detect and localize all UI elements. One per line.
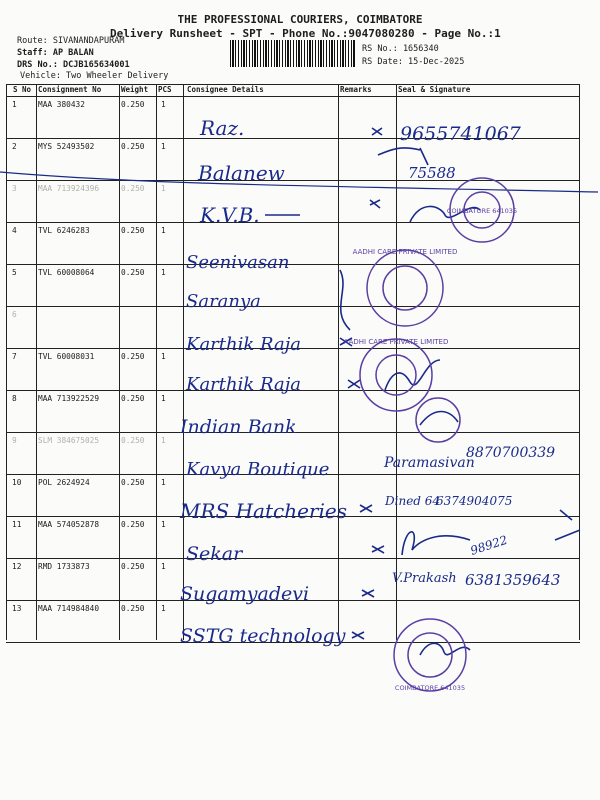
hw-seal-1: 9655741067 bbox=[400, 123, 521, 145]
table-row-line bbox=[6, 306, 580, 307]
table-row-line bbox=[6, 180, 580, 181]
table-col-line bbox=[156, 84, 157, 640]
hw-consignee-10: Kavya Boutique bbox=[186, 459, 330, 480]
hw-seal-2: 75588 bbox=[408, 164, 456, 182]
cell-consignment: RMD 1733873 bbox=[38, 562, 90, 571]
cell-weight: 0.250 bbox=[121, 226, 145, 235]
signature-14 bbox=[420, 643, 470, 655]
hw-consignee-13: Sugamyadevi bbox=[180, 583, 310, 605]
hw-consignee-3: K.V.B. bbox=[200, 203, 260, 227]
table-col-line bbox=[183, 84, 184, 640]
cell-pcs: 1 bbox=[161, 184, 166, 193]
stamp-5-text: COIMBATORE 641035 bbox=[394, 684, 466, 692]
cell-sno: 1 bbox=[12, 100, 17, 109]
cell-weight: 0.250 bbox=[121, 478, 145, 487]
cell-pcs: 1 bbox=[161, 478, 166, 487]
table-row-line bbox=[6, 264, 580, 265]
stamp-1-text: AADHI CARE PRIVATE LIMITED bbox=[352, 248, 458, 256]
cell-consignment: POL 2624924 bbox=[38, 478, 90, 487]
cell-sno: 13 bbox=[12, 604, 22, 613]
cell-sno: 11 bbox=[12, 520, 22, 529]
hw-consignee-11: MRS Hatcheries bbox=[180, 499, 347, 523]
cell-consignment: TVL 60008031 bbox=[38, 352, 95, 361]
cell-consignment: MAA 713922529 bbox=[38, 394, 100, 403]
cell-sno: 12 bbox=[12, 562, 22, 571]
table-row-line bbox=[6, 348, 580, 349]
cell-consignment: MAA 713924396 bbox=[38, 184, 100, 193]
table-row-line bbox=[6, 84, 580, 85]
cell-weight: 0.250 bbox=[121, 352, 145, 361]
table-col-line bbox=[396, 84, 397, 640]
table-row-line bbox=[6, 642, 580, 643]
runsheet-title: THE PROFESSIONAL COURIERS, COIMBATORE bbox=[177, 13, 423, 26]
cell-consignment: MAA 574052878 bbox=[38, 520, 100, 529]
runsheet-table bbox=[6, 84, 580, 640]
cell-weight: 0.250 bbox=[121, 100, 145, 109]
cell-sno: 3 bbox=[12, 184, 17, 193]
cell-pcs: 1 bbox=[161, 352, 166, 361]
table-row-line bbox=[6, 222, 580, 223]
cell-consignment: SLM 384675025 bbox=[38, 436, 100, 445]
table-row-line bbox=[6, 138, 580, 139]
col-header-seal: Seal & Signature bbox=[398, 85, 471, 94]
cell-pcs: 1 bbox=[161, 226, 166, 235]
stamp-2-text: COIMBATORE 641035 bbox=[446, 207, 518, 215]
cell-consignment: MAA 380432 bbox=[38, 100, 85, 109]
table-row-line bbox=[6, 474, 580, 475]
table-row-line bbox=[6, 390, 580, 391]
cell-weight: 0.250 bbox=[121, 142, 145, 151]
cell-consignment: TVL 6246283 bbox=[38, 226, 90, 235]
hw-consignee-8: Karthik Raja bbox=[186, 374, 302, 395]
table-col-line bbox=[119, 84, 120, 640]
hw-consignee-5: Seenivasan bbox=[186, 252, 290, 273]
cell-pcs: 1 bbox=[161, 268, 166, 277]
hw-seal-13a: V.Prakash bbox=[392, 571, 457, 586]
cell-weight: 0.250 bbox=[121, 520, 145, 529]
table-row-line bbox=[6, 516, 580, 517]
hw-consignee-12: Sekar bbox=[186, 543, 243, 565]
hw-consignee-2: Balanew bbox=[198, 161, 285, 185]
table-row-line bbox=[6, 96, 580, 97]
hw-seal-12: 6381359643 bbox=[465, 571, 561, 589]
hw-consignee-6: Saranya bbox=[186, 291, 261, 312]
rs-date: RS Date: 15-Dec-2025 bbox=[362, 57, 465, 67]
cell-sno: 6 bbox=[12, 310, 17, 319]
staff-label: Staff: AP BALAN bbox=[17, 48, 94, 58]
drs-number: DRS No.: DCJB165634001 bbox=[17, 60, 130, 70]
cell-pcs: 1 bbox=[161, 100, 166, 109]
cell-sno: 2 bbox=[12, 142, 17, 151]
hw-consignee-14: SSTG technology bbox=[180, 625, 346, 647]
hw-seal-10: Paramasivan bbox=[384, 455, 475, 471]
col-header-weight: Weight bbox=[121, 85, 149, 94]
hw-seal-11: 6374904075 bbox=[436, 494, 513, 508]
cell-pcs: 1 bbox=[161, 604, 166, 613]
table-col-line bbox=[579, 84, 580, 640]
cell-sno: 4 bbox=[12, 226, 17, 235]
runsheet-subtitle: Delivery Runsheet - SPT - Phone No.:9047080280 - Page No.:1 bbox=[110, 27, 501, 40]
stamp-3-text: AADHI CARE PRIVATE LIMITED bbox=[343, 338, 449, 346]
cell-sno: 10 bbox=[12, 478, 22, 487]
rs-number: RS No.: 1656340 bbox=[362, 44, 439, 54]
vehicle-label: Vehicle: Two Wheeler Delivery bbox=[20, 71, 169, 81]
col-header-pcs: PCS bbox=[158, 85, 172, 94]
route-label: Route: SIVANANDAPURAM bbox=[17, 36, 125, 46]
cell-weight: 0.250 bbox=[121, 436, 145, 445]
cell-pcs: 1 bbox=[161, 436, 166, 445]
table-col-line bbox=[6, 84, 7, 640]
rs-info bbox=[362, 43, 464, 69]
hw-consignee-1: Raz. bbox=[200, 116, 245, 140]
cell-consignment: MAA 714984840 bbox=[38, 604, 100, 613]
cell-pcs: 1 bbox=[161, 394, 166, 403]
table-col-line bbox=[36, 84, 37, 640]
hw-seal-12a: 98922 bbox=[468, 532, 510, 558]
cell-sno: 5 bbox=[12, 268, 17, 277]
cell-weight: 0.250 bbox=[121, 562, 145, 571]
col-header-sno: S No bbox=[13, 85, 32, 94]
cell-consignment: MYS 52493502 bbox=[38, 142, 95, 151]
cell-consignment: TVL 60008064 bbox=[38, 268, 95, 277]
table-col-line bbox=[338, 84, 339, 640]
col-header-consignment: Consignment No bbox=[38, 85, 102, 94]
barcode bbox=[230, 40, 355, 67]
cell-weight: 0.250 bbox=[121, 394, 145, 403]
col-header-remarks: Remarks bbox=[340, 85, 372, 94]
table-row-line bbox=[6, 600, 580, 601]
hw-consignee-7: Karthik Raja bbox=[186, 334, 302, 355]
hw-consignee-9: Indian Bank bbox=[180, 416, 297, 438]
table-row-line bbox=[6, 558, 580, 559]
col-header-consignee: Consignee Details bbox=[187, 85, 264, 94]
table-row-line bbox=[6, 432, 580, 433]
cell-pcs: 1 bbox=[161, 520, 166, 529]
cell-sno: 8 bbox=[12, 394, 17, 403]
cell-pcs: 1 bbox=[161, 562, 166, 571]
hw-seal-11a: Dined 64 bbox=[385, 494, 441, 508]
cell-sno: 7 bbox=[12, 352, 17, 361]
cell-weight: 0.250 bbox=[121, 604, 145, 613]
cell-pcs: 1 bbox=[161, 142, 166, 151]
cell-weight: 0.250 bbox=[121, 184, 145, 193]
cell-sno: 9 bbox=[12, 436, 17, 445]
hw-seal-9: 8870700339 bbox=[466, 445, 556, 461]
cell-weight: 0.250 bbox=[121, 268, 145, 277]
